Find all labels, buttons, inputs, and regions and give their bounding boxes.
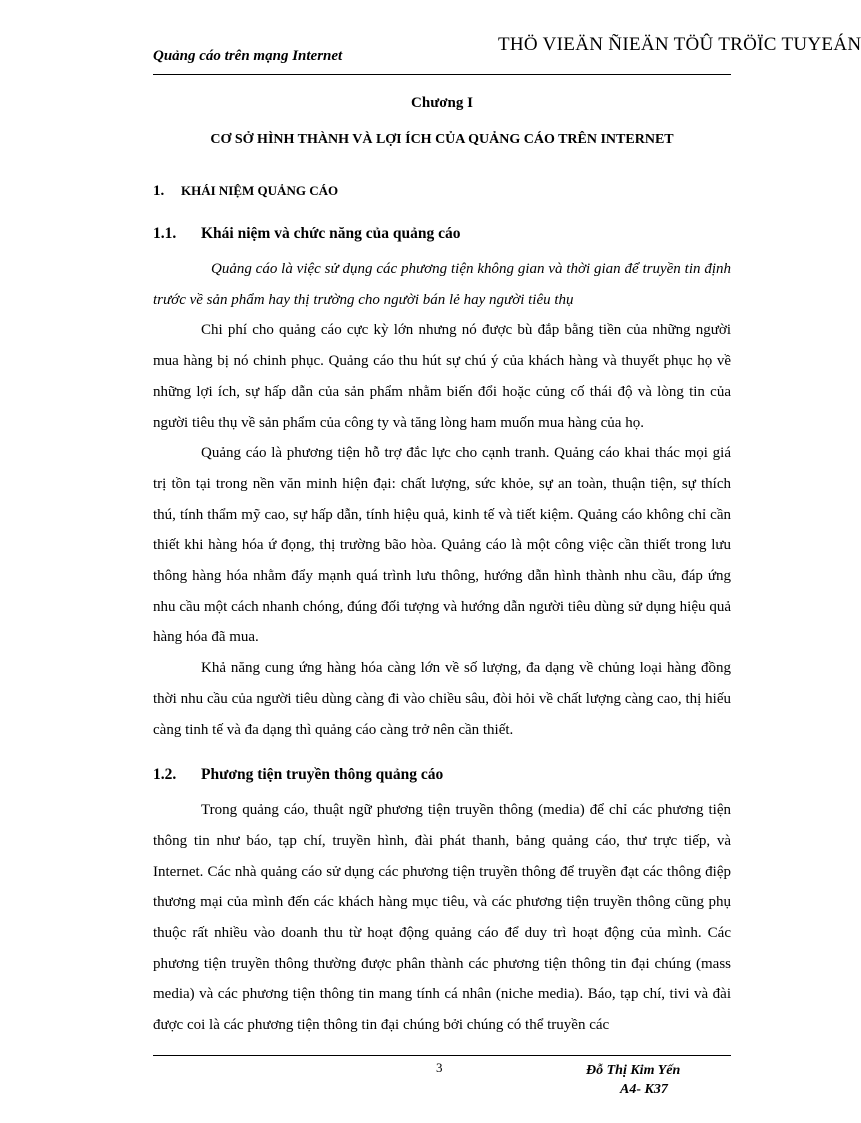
section-1-2-number: 1.2. <box>153 766 177 784</box>
running-header-title: Quảng cáo trên mạng Internet <box>153 48 343 64</box>
section-1-2-title: Phương tiện truyền thông quảng cáo <box>201 766 444 784</box>
chapter-title: CƠ SỞ HÌNH THÀNH VÀ LỢI ÍCH CỦA QUẢNG CÁO TRÊN INTERNET <box>210 132 674 147</box>
section-1-title: KHÁI NIỆM QUẢNG CÁO <box>181 183 339 198</box>
paragraph-competition: Quảng cáo là phương tiện hỗ trợ đắc lực cho cạnh tranh. Quảng cáo khai thác mọi giá trị tồn tại trong nền văn minh hiện đại: chất lượng, sức khỏe, sự an toàn, thuận tiện, sự thích thú, tính thẩm mỹ cao, sự hấp dẫn, tính hiệu quả, kinh tế và tiết kiệm. Quảng cáo không chỉ cần thiết khi hàng hóa ứ đọng, thị trường bão hòa. Quảng cáo là một công việc cần thiết trong lưu thông hàng hóa nhằm đẩy mạnh quá trình lưu thông, hướng dẫn hình thành nhu cầu, đáp ứng nhu cầu một cách nhanh chóng, đúng đối tượng và hướng dẫn người tiêu dùng sử dụng hiệu quả hàng hóa đã mua. <box>153 445 731 646</box>
section-1-1-heading <box>153 224 731 244</box>
paragraph-cost: Chi phí cho quảng cáo cực kỳ lớn nhưng nó được bù đắp bằng tiền của những người mua hàng bị nó chinh phục. Quảng cáo thu hút sự chú ý của khách hàng và thuyết phục họ về những lợi ích, sự hấp dẫn của sản phẩm nhằm biến đổi hoặc củng cố thái độ và lòng tin của người tiêu thụ về sản phẩm của công ty và tăng lòng ham muốn mua hàng của họ. <box>153 322 731 431</box>
author-name: Đỗ Thị Kim Yến <box>586 1063 681 1078</box>
section-1-2-heading <box>153 765 731 785</box>
section-1-number: 1. <box>153 183 165 199</box>
section-1-1-number: 1.1. <box>153 225 177 242</box>
section-1-1-title: Khái niệm và chức năng của quảng cáo <box>201 225 461 242</box>
section-1-heading <box>153 181 731 201</box>
chapter-label: Chương I <box>411 95 473 111</box>
footer-divider <box>153 1055 731 1056</box>
paragraph-definition: Quảng cáo là việc sử dụng các phương tiện không gian và thời gian để truyền tin định trước về sản phẩm hay thị trường cho người bán lẻ hay người tiêu thụ <box>153 261 731 308</box>
author-class: A4- K37 <box>620 1082 668 1097</box>
document-body <box>153 88 731 1041</box>
header-divider <box>153 74 731 75</box>
library-watermark-header: THÖ VIEÄN ÑIEÄN TÖÛ TRÖÏC TUYEÁN <box>498 34 861 55</box>
paragraph-media: Trong quảng cáo, thuật ngữ phương tiện truyền thông (media) để chỉ các phương tiện thông tin như báo, tạp chí, truyền hình, đài phát thanh, bảng quảng cáo, thư trực tiếp, và Internet. Các nhà quảng cáo sử dụng các phương tiện truyền thông để truyền đạt các thông điệp thương mại của mình đến các khách hàng mục tiêu, và các phương tiện truyền thông cũng phụ thuộc rất nhiều vào doanh thu từ hoạt động quảng cáo để duy trì hoạt động của mình. Các phương tiện truyền thông thường được phân thành các phương tiện thông tin đại chúng (mass media) và các phương tiện thông tin mang tính cá nhân (niche media). Báo, tạp chí, tivi và đài được coi là các phương tiện thông tin đại chúng bởi chúng có thể truyền các <box>153 802 731 1034</box>
paragraph-supply: Khả năng cung ứng hàng hóa càng lớn về số lượng, đa dạng về chủng loại hàng đồng thời nhu cầu của người tiêu dùng càng đi vào chiều sâu, đòi hỏi về chất lượng càng cao, thị hiếu càng tinh tế và đa dạng thì quảng cáo càng trở nên cần thiết. <box>153 660 731 738</box>
page-number: 3 <box>436 1060 443 1075</box>
